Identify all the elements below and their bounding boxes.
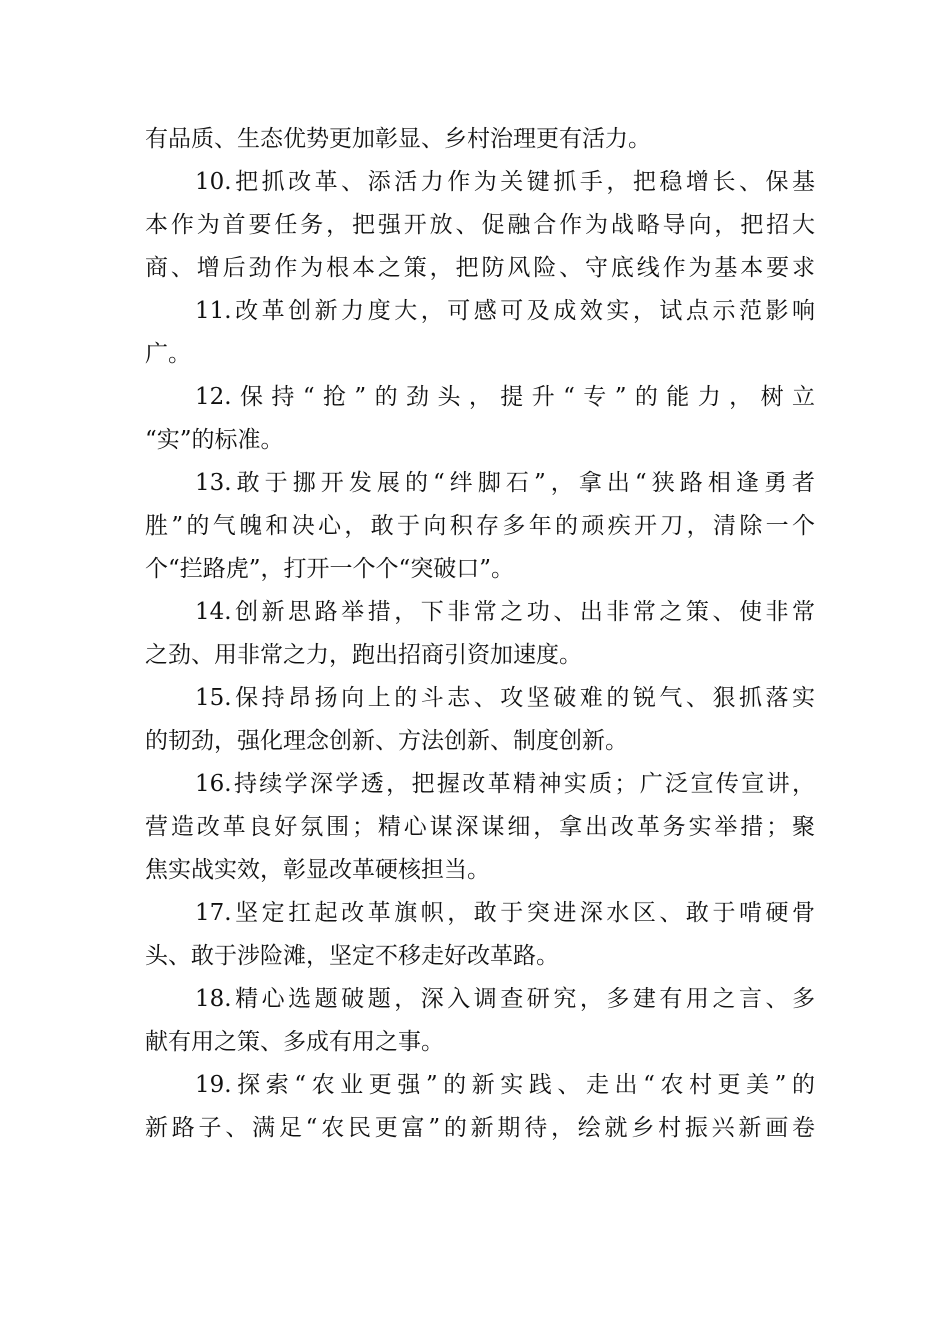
text-line: 14.创新思路举措，下非常之功、出非常之策、使非常 xyxy=(195,599,815,625)
text-line: 10.把抓改革、添活力作为关键抓手，把稳增长、保基 xyxy=(195,169,815,195)
text-line: 之劲、用非常之力，跑出招商引资加速度。 xyxy=(145,642,582,668)
text-line: 个“拦路虎”，打开一个个“突破口”。 xyxy=(145,556,515,582)
text-line: 商、增后劲作为根本之策，把防风险、守底线作为基本要求 xyxy=(145,255,815,281)
text-line: 新路子、满足“农民更富”的新期待，绘就乡村振兴新画卷 xyxy=(145,1115,815,1141)
text-line: 的韧劲，强化理念创新、方法创新、制度创新。 xyxy=(145,728,628,754)
text-line: 献有用之策、多成有用之事。 xyxy=(145,1029,444,1055)
text-line: 12.保持“抢”的劲头，提升“专”的能力，树立 xyxy=(195,384,815,410)
document-body xyxy=(145,118,815,1150)
text-line: 19.探索“农业更强”的新实践、走出“农村更美”的 xyxy=(195,1072,815,1098)
text-line: “实”的标准。 xyxy=(145,427,284,453)
text-line: 胜”的气魄和决心，敢于向积存多年的顽疾开刀，清除一个 xyxy=(145,513,815,539)
text-line: 13.敢于挪开发展的“绊脚石”，拿出“狭路相逢勇者 xyxy=(195,470,815,496)
text-line: 17.坚定扛起改革旗帜，敢于突进深水区、敢于啃硬骨 xyxy=(195,900,815,926)
text-line: 本作为首要任务，把强开放、促融合作为战略导向，把招大 xyxy=(145,212,815,238)
text-line: 焦实战实效，彰显改革硬核担当。 xyxy=(145,857,490,883)
text-line: 15.保持昂扬向上的斗志、攻坚破难的锐气、狠抓落实 xyxy=(195,685,815,711)
text-line: 广。 xyxy=(145,341,191,367)
text-line: 营造改革良好氛围；精心谋深谋细，拿出改革务实举措；聚 xyxy=(145,814,815,840)
text-line: 有品质、生态优势更加彰显、乡村治理更有活力。 xyxy=(145,126,651,152)
text-line: 18.精心选题破题，深入调查研究，多建有用之言、多 xyxy=(195,986,815,1012)
text-line: 11.改革创新力度大，可感可及成效实，试点示范影响 xyxy=(195,298,815,324)
text-line: 头、敢于涉险滩，坚定不移走好改革路。 xyxy=(145,943,559,969)
text-line: 16.持续学深学透，把握改革精神实质；广泛宣传宣讲， xyxy=(195,771,815,797)
